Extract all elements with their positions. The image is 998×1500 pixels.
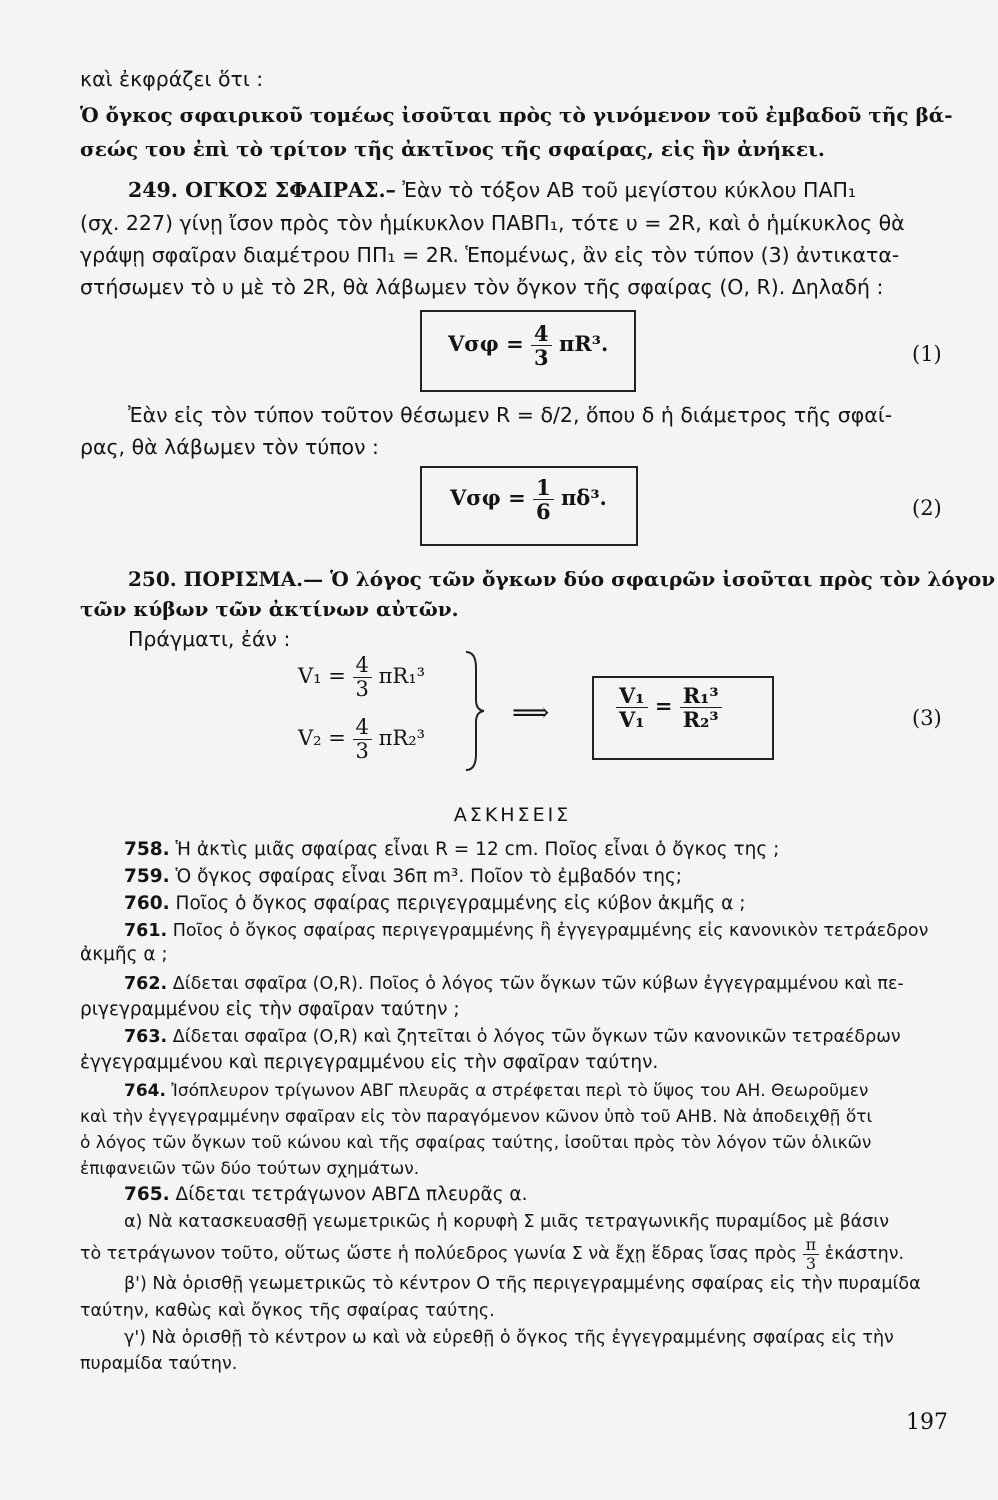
equation-label-1: (1) (912, 342, 942, 366)
equation-v1-denominator: 3 (355, 677, 369, 702)
section-250-line-2: τῶν κύβων τῶν ἀκτίνων αὐτῶν. (80, 597, 459, 621)
exercise-765-part-b-line-1: β') Νὰ ὁρισθῇ γεωμετρικῶς τὸ κέντρον Ο τῆς περιγεγραμμένης σφαίρας εἰς τὴν πυραμίδα (124, 1274, 921, 1294)
exercise-765-text: Δίδεται τετράγωνον ΑΒΓΔ πλευρᾶς α. (175, 1184, 528, 1205)
equation-v2-lhs: V₂ = (298, 726, 346, 751)
section-249-line-4: στήσωμεν τὸ υ μὲ τὸ 2R, θὰ λάβωμεν τὸν ὄγκον τῆς σφαίρας (Ο, R). Δηλαδή : (80, 275, 884, 299)
exercise-758-text: Ἡ ἀκτὶς μιᾶς σφαίρας εἶναι R = 12 cm. Ποῖος εἶναι ὁ ὄγκος της ; (175, 839, 780, 860)
formula-2-denominator: 6 (536, 499, 551, 525)
exercise-764-line-3: ὁ λόγος τῶν ὄγκων τοῦ κώνου καὶ τῆς σφαίρας ταύτης, ἰσοῦται πρὸς τὸν λόγον τῶν ὁλικῶν (80, 1133, 872, 1153)
section-249-title: 249. ΟΓΚΟΣ ΣΦΑΙΡΑΣ.– (128, 178, 396, 202)
equation-v2-rest: πR₂³ (378, 726, 426, 751)
formula-3-right-numerator: R₁³ (680, 684, 722, 708)
formula-1 (448, 322, 608, 369)
formula-3-right-denominator: R₂³ (682, 707, 719, 733)
page-number: 197 (906, 1410, 948, 1435)
equation-v2-numerator: 4 (353, 716, 372, 740)
formula-1-rest: πR³. (558, 331, 609, 357)
formula-3-right-fraction (680, 684, 722, 731)
equation-v2-fraction (353, 716, 372, 763)
section-249-line-1-text: Ἐὰν τὸ τόξον ΑΒ τοῦ μεγίστου κύκλου ΠΑΠ₁ (402, 178, 857, 202)
exercise-762-text: Δίδεται σφαῖρα (Ο,R). Ποῖος ὁ λόγος τῶν ὄγκων τῶν κύβων ἐγγεγραμμένου καὶ πε- (172, 974, 904, 994)
formula-2 (450, 476, 607, 523)
exercise-759-text: Ὁ ὄγκος σφαίρας εἶναι 36π m³. Ποῖον τὸ ἐμβαδόν της; (175, 866, 683, 887)
exercise-763-line-2: ἐγγεγραμμένου καὶ περιγεγραμμένου εἰς τὴν σφαῖραν ταύτην. (80, 1052, 659, 1073)
exercise-765-part-a-end: ἑκάστην. (824, 1244, 905, 1265)
exercise-761-line-2: ἀκμῆς α ; (80, 944, 168, 965)
formula-3-left-denominator: V₁ (619, 707, 645, 733)
formula-2-rest: πδ³. (560, 485, 607, 511)
formula-3-equals: = (654, 693, 673, 719)
theorem-line-1: Ὁ ὄγκος σφαιρικοῦ τομέως ἰσοῦται πρὸς τὸ γινόμενον τοῦ ἐμβαδοῦ τῆς βά- (80, 103, 953, 127)
formula-1-lhs: Vσφ = (448, 331, 524, 357)
equation-v1-rest: πR₁³ (378, 664, 426, 689)
equation-label-3: (3) (912, 706, 942, 730)
theorem-line-2: σεώς του ἐπὶ τὸ τρίτον τῆς ἀκτῖνος τῆς σφαίρας, εἰς ἣν ἀνήκει. (80, 137, 825, 161)
exercise-762-line-2: ριγεγραμμένου εἰς τὴν σφαῖραν ταύτην ; (80, 999, 460, 1020)
exercise-763-number: 763. (124, 1027, 168, 1047)
exercise-764-number: 764. (124, 1081, 166, 1101)
exercise-761-text: Ποῖος ὁ ὄγκος σφαίρας περιγεγραμμένης ἢ ἐγγεγραμμένης εἰς κανονικὸν τετράεδρον (172, 921, 929, 941)
exercise-764 (124, 1077, 948, 1105)
equation-v1-lhs: V₁ = (298, 664, 346, 689)
formula-3-left-fraction (616, 684, 648, 731)
exercise-765-part-a-text: τὸ τετράγωνον τοῦτο, οὕτως ὥστε ἡ πολύεδρος γωνία Σ νὰ ἔχῃ ἕδρας ἴσας πρὸς (80, 1244, 798, 1265)
exercise-759 (124, 863, 948, 891)
section-250-line-3: Πράγματι, ἐάν : (128, 627, 291, 651)
exercise-765-number: 765. (124, 1184, 170, 1205)
equation-v1 (298, 654, 425, 701)
exercise-764-line-2: καὶ τὴν ἐγγεγραμμένην σφαῖραν εἰς τὸν παραγόμενον κῶνον ὑπὸ τοῦ ΑΗΒ. Νὰ ἀποδειχθῇ ὅτι (80, 1107, 873, 1127)
section-250-line-1-text: Ὁ λόγος τῶν ὄγκων δύο σφαιρῶν ἰσοῦται πρὸς τὸν λόγον (330, 567, 996, 591)
exercise-765-fraction-denominator: 3 (805, 1253, 816, 1273)
right-brace-icon (462, 650, 488, 772)
exercise-765 (124, 1181, 948, 1209)
section-249-line-5: Ἐὰν εἰς τὸν τύπον τοῦτον θέσωμεν R = δ/2, ὅπου δ ἡ διάμετρος τῆς σφαί- (128, 403, 893, 427)
intro-line: καὶ ἐκφράζει ὅτι : (80, 67, 264, 91)
exercise-762-number: 762. (124, 974, 168, 994)
exercise-765-part-b-line-2: ταύτην, καθὼς καὶ ὄγκος τῆς σφαίρας ταύτης. (80, 1301, 495, 1321)
equation-v1-fraction (353, 654, 372, 701)
exercises-heading: ΑΣΚΗΣΕΙΣ (453, 804, 572, 826)
section-249-line-1 (128, 175, 948, 205)
section-249-line-3: γράψῃ σφαῖραν διαμέτρου ΠΠ₁ = 2R. Ἑπομένως, ἂν εἰς τὸν τύπον (3) ἀντικατα- (80, 243, 900, 267)
formula-2-numerator: 1 (533, 476, 554, 500)
equation-v1-numerator: 4 (353, 654, 372, 678)
section-249-line-6: ρας, θὰ λάβωμεν τὸν τύπον : (80, 435, 379, 459)
equation-v2-denominator: 3 (355, 739, 369, 764)
implies-arrow-icon: ⟹ (512, 698, 550, 728)
formula-1-fraction (531, 322, 552, 369)
exercise-765-part-c-line-2: πυραμίδα ταύτην. (80, 1354, 238, 1374)
equation-label-2: (2) (912, 496, 942, 520)
exercise-760-text: Ποῖος ὁ ὄγκος σφαίρας περιγεγραμμένης εἰς κύβον ἀκμῆς α ; (175, 893, 746, 914)
exercise-763 (124, 1023, 948, 1051)
exercise-765-fraction (803, 1236, 820, 1272)
formula-3 (616, 684, 722, 731)
equation-v2 (298, 716, 425, 763)
exercise-759-number: 759. (124, 866, 170, 887)
formula-1-denominator: 3 (534, 345, 549, 371)
section-250-title: 250. ΠΟΡΙΣΜΑ.— (128, 567, 324, 591)
exercise-758 (124, 836, 948, 864)
exercise-764-line-4: ἐπιφανειῶν τῶν δύο τούτων σχημάτων. (80, 1159, 420, 1179)
formula-3-left-numerator: V₁ (616, 684, 648, 708)
exercise-765-part-a-line-1: α) Νὰ κατασκευασθῇ γεωμετρικῶς ἡ κορυφὴ Σ μιᾶς τετραγωνικῆς πυραμίδος μὲ βάσιν (124, 1212, 889, 1232)
section-249-line-2: (σχ. 227) γίνῃ ἴσον πρὸς τὸν ἡμίκυκλον ΠΑΒΠ₁, τότε υ = 2R, καὶ ὁ ἡμίκυκλος θὰ (80, 211, 905, 235)
exercise-764-text: Ἰσόπλευρον τρίγωνον ΑΒΓ πλευρᾶς α στρέφεται περὶ τὸ ὕψος του ΑΗ. Θεωροῦμεν (171, 1081, 869, 1101)
exercise-760-number: 760. (124, 893, 170, 914)
exercise-760 (124, 890, 948, 918)
section-250-line-1 (128, 564, 996, 594)
exercise-763-text: Δίδεται σφαῖρα (Ο,R) καὶ ζητεῖται ὁ λόγος τῶν ὄγκων τῶν κανονικῶν τετραέδρων (172, 1027, 901, 1047)
exercise-765-part-c-line-1: γ') Νὰ ὁρισθῇ τὸ κέντρον ω καὶ νὰ εὑρεθῇ ὁ ὄγκος τῆς ἐγγεγραμμένης σφαίρας εἰς τὴν (124, 1328, 894, 1348)
exercise-762 (124, 970, 948, 998)
formula-2-lhs: Vσφ = (450, 485, 526, 511)
formula-1-numerator: 4 (531, 322, 552, 346)
exercise-758-number: 758. (124, 839, 170, 860)
exercise-765-fraction-numerator: π (803, 1236, 820, 1255)
formula-2-fraction (533, 476, 554, 523)
exercise-765-part-a-line-2 (80, 1236, 945, 1272)
exercise-761-number: 761. (124, 921, 168, 941)
